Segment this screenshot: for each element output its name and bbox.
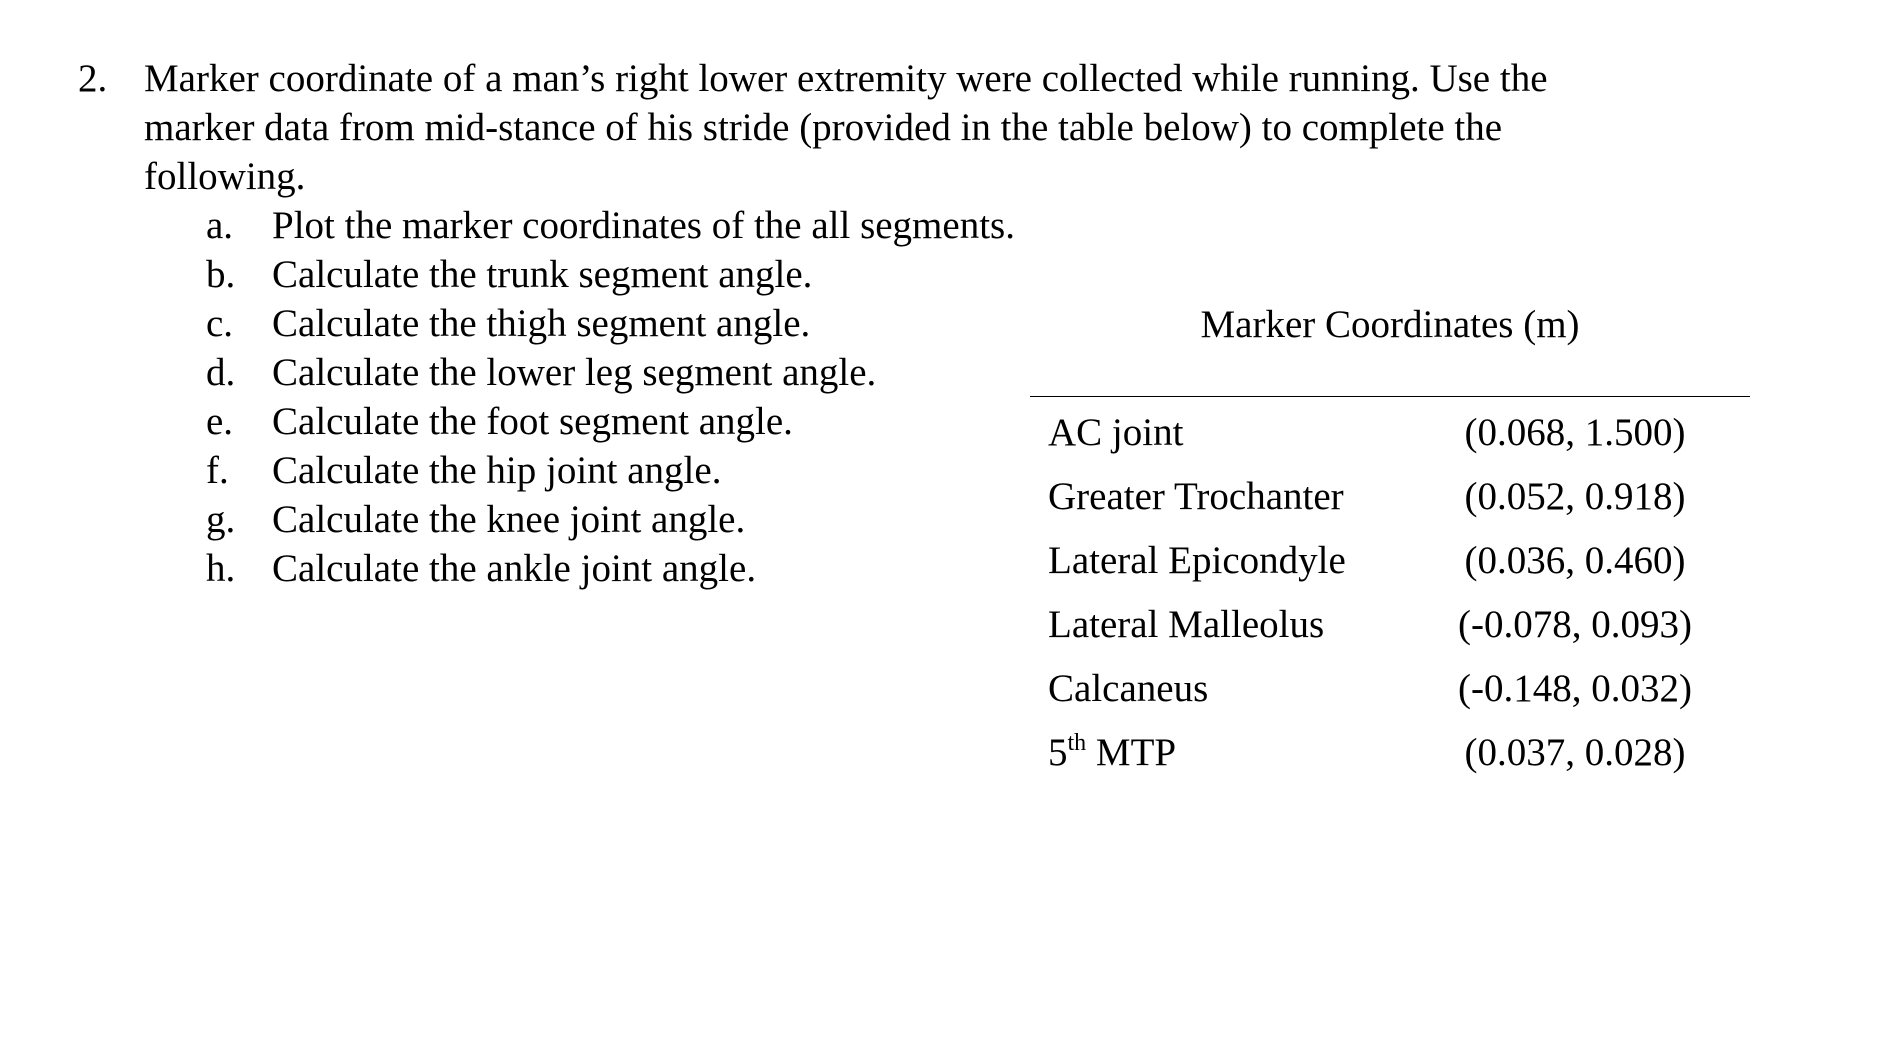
sub-question-letter: h.: [206, 547, 236, 590]
table-row: [1030, 728, 1750, 792]
marker-name: AC joint: [1048, 411, 1184, 454]
sub-question-text: Calculate the thigh segment angle.: [272, 302, 811, 345]
marker-name: Lateral Malleolus: [1048, 603, 1325, 646]
sub-question-text: Calculate the foot segment angle.: [272, 400, 793, 443]
question-stem-line: marker data from mid-stance of his stride (provided in the table below) to complete the: [144, 106, 1503, 149]
question-number: 2.: [78, 57, 108, 100]
sub-question-text: Calculate the hip joint angle.: [272, 449, 722, 492]
sub-question-c: [206, 299, 1106, 348]
sub-question-letter: a.: [206, 204, 234, 247]
table-row: [1030, 536, 1750, 600]
sub-question-a: [206, 201, 1106, 250]
sub-question-letter: d.: [206, 351, 236, 394]
table-row: [1030, 664, 1750, 728]
sub-question-text: Calculate the lower leg segment angle.: [272, 351, 877, 394]
sub-question-g: [206, 495, 1106, 544]
marker-coordinate: (-0.148, 0.032): [1458, 667, 1692, 710]
sub-question-e: [206, 397, 1106, 446]
marker-name-superscript: th: [1067, 730, 1087, 756]
marker-name: Greater Trochanter: [1048, 475, 1344, 518]
marker-name-number: 5: [1048, 731, 1068, 774]
marker-coordinate: (-0.078, 0.093): [1458, 603, 1692, 646]
sub-question-f: [206, 446, 1106, 495]
marker-coordinate: (0.068, 1.500): [1464, 411, 1686, 454]
marker-name: [1048, 728, 1176, 777]
question-stem: [144, 54, 1784, 201]
marker-name: Calcaneus: [1048, 667, 1209, 710]
sub-question-d: [206, 348, 1106, 397]
marker-coordinate: (0.036, 0.460): [1464, 539, 1686, 582]
marker-name: Lateral Epicondyle: [1048, 539, 1346, 582]
sub-question-h: [206, 544, 1106, 593]
sub-question-text: Plot the marker coordinates of the all segments.: [272, 204, 1015, 247]
marker-coordinate: (0.052, 0.918): [1464, 475, 1686, 518]
table-row: [1030, 472, 1750, 536]
marker-name-rest: MTP: [1086, 731, 1177, 774]
sub-question-text: Calculate the knee joint angle.: [272, 498, 746, 541]
table-body: [1030, 408, 1750, 792]
table-caption: Marker Coordinates (m): [1200, 303, 1580, 346]
sub-question-text: Calculate the ankle joint angle.: [272, 547, 757, 590]
sub-question-letter: c.: [206, 302, 234, 345]
sub-question-b: [206, 250, 1106, 299]
marker-coordinate: (0.037, 0.028): [1464, 731, 1686, 774]
question-stem-line: Marker coordinate of a man’s right lower extremity were collected while running. Use the: [144, 57, 1548, 100]
sub-question-letter: g.: [206, 498, 236, 541]
table-row: [1030, 408, 1750, 472]
sub-question-letter: e.: [206, 400, 234, 443]
question-stem-line: following.: [144, 155, 306, 198]
table-divider: [1030, 396, 1750, 397]
sub-question-text: Calculate the trunk segment angle.: [272, 253, 813, 296]
table-row: [1030, 600, 1750, 664]
sub-question-letter: b.: [206, 253, 236, 296]
sub-question-list: [206, 201, 1106, 593]
sub-question-letter: f.: [206, 449, 229, 492]
